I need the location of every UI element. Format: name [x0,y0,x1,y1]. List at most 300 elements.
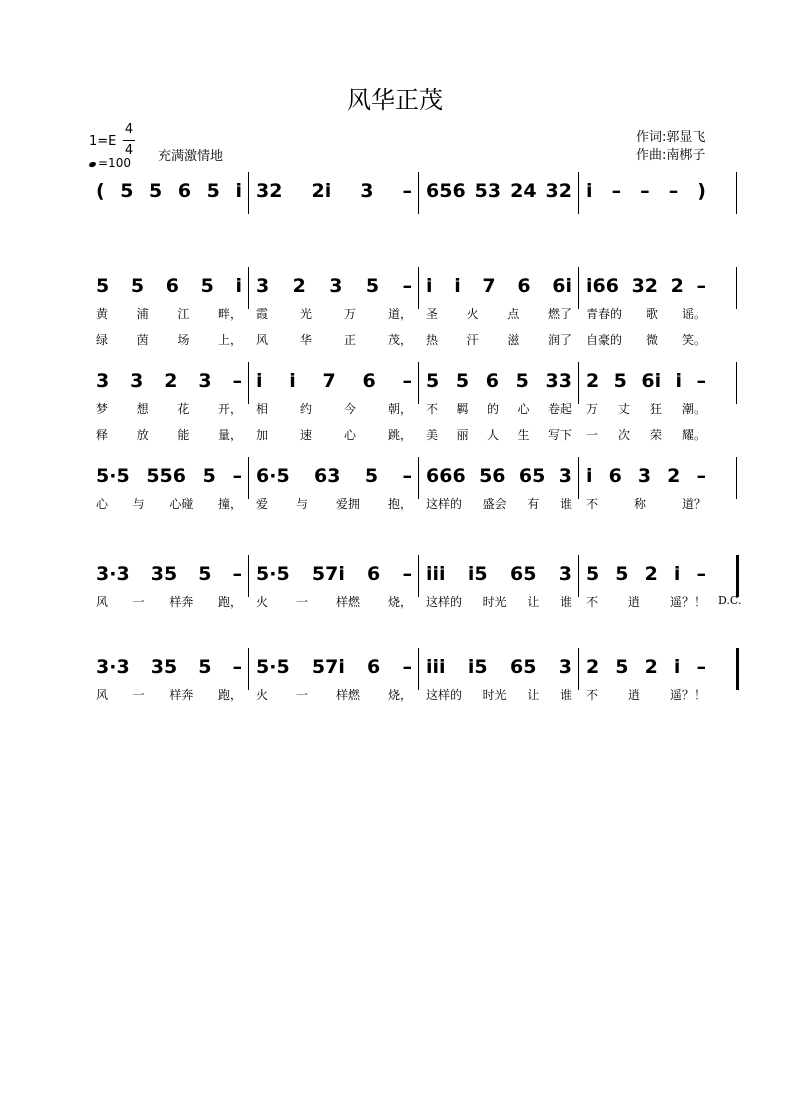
lyric-line [586,305,706,322]
lyric-line [256,495,412,512]
note-group: 5 [96,275,110,297]
lyric-syllable: 自豪的 [586,333,623,347]
lyric-line [96,331,242,348]
lyric-syllable: 跑， [217,595,242,609]
lyric-syllable: 一 [586,428,599,442]
lyric-syllable: 心碰 [169,497,194,511]
lyric-syllable: 不 [586,497,599,511]
measure [586,563,706,585]
lyric-syllable: 滋 [507,333,520,347]
lyric-syllable: 与 [132,497,145,511]
note-group: 5 [515,370,529,392]
note-group: – [232,370,242,392]
lyric-line [256,593,412,610]
tempo-mark: =100 [89,156,131,170]
lyric-line [586,495,706,512]
note-group: 5 [364,465,379,487]
lyric-syllable: 爱 [256,497,269,511]
note-group: iii [426,656,446,678]
note-group: 7 [482,275,496,297]
note-group: 5 [613,370,627,392]
note-group: 6 [485,370,499,392]
lyric-syllable: 朝， [387,402,412,416]
lyric-line [256,305,412,322]
lyric-syllable: 写下 [547,428,572,442]
note-group: – [402,465,412,487]
measure [96,370,242,392]
lyric-syllable: 畔， [217,307,242,321]
lyric-syllable: 心 [517,402,530,416]
note-group: 6 [362,370,376,392]
note-group: 3·3 [96,563,130,585]
note-group: ) [697,180,706,202]
lyric-syllable: 浦 [136,307,149,321]
note-group: 65 [518,465,546,487]
note-group: 2 [586,370,600,392]
note-group: 24 [510,180,537,202]
lyric-syllable: 华 [299,333,312,347]
lyric-syllable: 一 [132,688,145,702]
final-barline [736,457,737,499]
lyric-syllable: 遥？！ [669,688,706,702]
note-group: 7 [322,370,336,392]
measure [96,275,242,297]
lyric-syllable: 样燃 [335,688,360,702]
lyric-syllable: 抱， [387,497,412,511]
note-group: 3 [96,370,110,392]
lyric-syllable: 谁 [559,688,572,702]
final-barline [736,555,739,597]
note-group: i [675,370,683,392]
lyric-syllable: 一 [295,688,308,702]
note-group: i [586,180,593,202]
lyric-line [96,593,242,610]
note-group: 5 [586,563,600,585]
barline [418,172,419,214]
note-group: 65 [509,563,537,585]
final-barline [736,648,739,690]
lyric-syllable: 道？ [681,497,706,511]
lyric-syllable: 撞， [217,497,242,511]
lyric-syllable: 羁 [456,402,469,416]
lyric-line [96,495,242,512]
measure [426,563,572,585]
note-group: 2 [586,656,600,678]
lyric-syllable: 的 [486,402,499,416]
lyric-syllable: 狂 [649,402,662,416]
lyric-syllable: 人 [486,428,499,442]
measure [426,370,572,392]
note-group: 6 [367,563,381,585]
lyric-syllable: 场 [177,333,190,347]
lyric-syllable: 黄 [96,307,109,321]
lyric-line [426,305,572,322]
lyric-syllable: 烧， [387,688,412,702]
measure [586,275,706,297]
lyric-syllable: 不 [586,688,599,702]
lyric-syllable: 丽 [456,428,469,442]
note-group: 5 [202,465,216,487]
measure [256,370,412,392]
lyric-syllable: 不 [426,402,439,416]
lyric-line [586,686,706,703]
lyric-syllable: 绿 [96,333,109,347]
note-group: – [696,465,706,487]
note-group: – [402,275,412,297]
lyric-syllable: 让 [527,595,540,609]
barline [248,267,249,309]
lyric-syllable: 有 [527,497,540,511]
note-group: 5 [455,370,470,392]
lyric-syllable: 丈 [617,402,630,416]
measure [586,370,706,392]
note-group: 5 [206,180,220,202]
lyric-syllable: 荣 [649,428,662,442]
lyric-syllable: 这样的 [426,497,463,511]
note-group: – [668,180,679,202]
note-group: 6i [552,275,572,297]
lyric-syllable: 燃了 [547,307,572,321]
note-group: – [402,180,412,202]
lyric-syllable: 谣。 [681,307,706,321]
song-title: 风华正茂 [347,86,443,114]
note-group: 56 [479,465,506,487]
lyric-syllable: 万 [586,402,599,416]
note-group: 6 [165,275,179,297]
lyric-syllable: 样奔 [169,688,194,702]
note-group: 6 [517,275,531,297]
note-group: 5 [200,275,214,297]
note-group: 35 [150,656,178,678]
note-group: 5 [198,656,212,678]
measure [96,180,242,202]
note-group: 2 [670,275,684,297]
lyric-syllable: 点 [507,307,520,321]
note-group: 63 [314,465,341,487]
measure [96,656,242,678]
note-group: i5 [467,656,488,678]
lyric-line [256,686,412,703]
lyric-syllable: 光 [299,307,312,321]
note-group: 5 [130,275,145,297]
measure [96,465,242,487]
note-group: – [696,656,706,678]
note-group: – [696,563,706,585]
note-group: 5·5 [96,465,130,487]
barline [418,362,419,404]
quarter-note-icon [88,161,96,168]
note-group: 5 [149,180,163,202]
lyric-line [96,400,242,417]
lyric-line [586,426,706,443]
lyric-syllable: 量， [217,428,242,442]
lyric-syllable: 与 [295,497,308,511]
lyricist: 作词:郭显飞 [636,130,706,145]
note-group: 6i [641,370,662,392]
lyric-syllable: 相 [256,402,269,416]
lyric-syllable: 上， [217,333,242,347]
lyric-syllable: 风 [256,333,269,347]
lyric-syllable: 热 [426,333,439,347]
note-group: i [289,370,296,392]
lyric-line [426,495,572,512]
note-group: 2 [644,656,658,678]
note-group: 3 [329,275,343,297]
key-signature-block [89,120,149,180]
final-barline [736,267,737,309]
note-group: 33 [545,370,572,392]
lyric-syllable: 茂， [387,333,412,347]
note-group: 35 [150,563,178,585]
note-group: 3 [558,563,572,585]
barline [578,362,579,404]
lyric-syllable: 心 [96,497,109,511]
lyric-syllable: 笑。 [681,333,706,347]
barline [248,362,249,404]
note-group: 57i [311,656,345,678]
note-group: – [696,370,706,392]
lyric-syllable: 火 [466,307,479,321]
barline [248,555,249,597]
lyric-syllable: 正 [343,333,356,347]
dc-mark: D.C. [718,594,742,607]
lyric-syllable: 青春的 [586,307,623,321]
note-group: 53 [474,180,502,202]
lyric-syllable: 这样的 [426,595,463,609]
lyric-syllable: 约 [299,402,312,416]
lyric-line [256,331,412,348]
measure [586,180,706,202]
lyric-syllable: 耀。 [681,428,706,442]
lyric-syllable: 花 [177,402,190,416]
lyric-syllable: 汗 [466,333,479,347]
lyric-syllable: 时光 [482,595,507,609]
note-group: i [454,275,461,297]
note-group: i [235,180,242,202]
lyric-syllable: 茵 [136,333,149,347]
lyric-syllable: 歌 [645,307,658,321]
note-group: 32 [631,275,659,297]
barline [578,555,579,597]
note-group: 3 [637,465,652,487]
note-group: 2 [667,465,681,487]
lyric-line [96,305,242,322]
lyric-line [96,426,242,443]
note-group: 5·5 [256,563,290,585]
lyric-line [426,400,572,417]
measure [426,465,572,487]
note-group: 2 [644,563,658,585]
note-group: 5 [365,275,380,297]
lyric-syllable: 时光 [482,688,507,702]
note-group: 5·5 [256,656,290,678]
lyric-line [586,400,706,417]
lyric-syllable: 谁 [559,497,572,511]
measure [256,275,412,297]
barline [248,457,249,499]
note-group: 2 [164,370,178,392]
lyric-syllable: 样奔 [169,595,194,609]
lyric-syllable: 火 [256,595,269,609]
lyric-syllable: 样燃 [335,595,360,609]
note-group: 5 [198,563,212,585]
lyric-syllable: 谁 [559,595,572,609]
lyric-syllable: 逍 [627,595,640,609]
barline [418,555,419,597]
lyric-syllable: 跳， [387,428,412,442]
lyric-syllable: 遥？！ [669,595,706,609]
lyric-syllable: 火 [256,688,269,702]
lyric-line [586,593,706,610]
lyric-syllable: 烧， [387,595,412,609]
lyric-syllable: 圣 [426,307,439,321]
lyric-syllable: 生 [517,428,530,442]
lyric-line [426,686,572,703]
note-group: 6 [177,180,192,202]
lyric-syllable: 跑， [217,688,242,702]
note-group: 5 [426,370,440,392]
note-group: 6·5 [256,465,290,487]
note-group: 2i [311,180,332,202]
measure [256,465,412,487]
note-group: 57i [311,563,345,585]
note-group: 656 [426,180,466,202]
lyric-syllable: 一 [295,595,308,609]
lyric-line [426,426,572,443]
lyric-syllable: 释 [96,428,109,442]
note-group: – [611,180,622,202]
lyric-syllable: 不 [586,595,599,609]
note-group: i66 [586,275,619,297]
lyric-syllable: 加 [256,428,269,442]
note-group: i [586,465,593,487]
note-group: 556 [146,465,186,487]
key-signature: 1=E [89,134,117,149]
note-group: iii [426,563,446,585]
note-group: 2 [292,275,306,297]
note-group: 3·3 [96,656,130,678]
lyric-syllable: 想 [136,402,149,416]
lyric-syllable: 爱拥 [335,497,360,511]
time-signature [123,120,135,161]
lyric-syllable: 逍 [627,688,640,702]
note-group: i5 [467,563,488,585]
lyric-line [426,593,572,610]
barline [248,648,249,690]
lyric-line [256,426,412,443]
note-group: – [232,656,242,678]
lyric-syllable: 潮。 [681,402,706,416]
lyric-syllable: 放 [136,428,149,442]
final-barline [736,362,737,404]
lyric-syllable: 称 [633,497,646,511]
lyric-syllable: 心 [343,428,356,442]
note-group: 3 [198,370,212,392]
lyric-syllable: 开， [217,402,242,416]
measure [256,180,412,202]
barline [248,172,249,214]
note-group: 6 [367,656,381,678]
measure [426,180,572,202]
note-group: i [426,275,433,297]
lyric-syllable: 微 [645,333,658,347]
lyric-syllable: 次 [617,428,630,442]
lyric-line [256,400,412,417]
lyric-syllable: 卷起 [547,402,572,416]
lyric-syllable: 万 [343,307,356,321]
lyric-syllable: 这样的 [426,688,463,702]
lyric-syllable: 能 [177,428,190,442]
expression-mark: 充满激情地 [158,149,224,164]
lyric-syllable: 今 [343,402,356,416]
lyric-line [586,331,706,348]
barline [578,648,579,690]
barline [418,457,419,499]
barline [578,172,579,214]
note-group: – [696,275,706,297]
note-group: 3 [558,465,572,487]
lyric-line [96,686,242,703]
measure [96,563,242,585]
barline [418,267,419,309]
final-barline [736,172,737,214]
note-group: 3 [360,180,374,202]
lyric-line [426,331,572,348]
lyric-syllable: 梦 [96,402,109,416]
lyric-syllable: 江 [177,307,190,321]
note-group: – [232,465,242,487]
note-group: 5 [120,180,134,202]
note-group: – [402,370,412,392]
note-group: i [673,656,681,678]
barline [578,457,579,499]
note-group: – [402,656,412,678]
note-group: 6 [608,465,622,487]
note-group: 65 [509,656,537,678]
note-group: 3 [130,370,144,392]
measure [586,656,706,678]
note-group: i [235,275,242,297]
note-group: 32 [545,180,572,202]
lyric-syllable: 速 [299,428,312,442]
barline [578,267,579,309]
note-group: 32 [256,180,283,202]
measure [426,656,572,678]
note-group: – [402,563,412,585]
lyric-syllable: 霞 [256,307,269,321]
note-group: ( [96,180,105,202]
lyric-syllable: 一 [132,595,145,609]
note-group: 3 [256,275,270,297]
lyric-syllable: 美 [426,428,439,442]
note-group: – [232,563,242,585]
barline [418,648,419,690]
time-top: 4 [124,122,134,137]
lyric-syllable: 风 [96,688,109,702]
composer: 作曲:南梆子 [636,148,706,163]
time-bottom: 4 [124,143,134,158]
note-group: i [256,370,263,392]
note-group: 666 [426,465,466,487]
note-group: 3 [558,656,572,678]
lyric-syllable: 盛会 [482,497,507,511]
lyric-syllable: 道， [387,307,412,321]
lyric-syllable: 润了 [547,333,572,347]
measure [256,656,412,678]
lyric-syllable: 风 [96,595,109,609]
note-group: – [640,180,650,202]
note-group: 5 [615,563,629,585]
